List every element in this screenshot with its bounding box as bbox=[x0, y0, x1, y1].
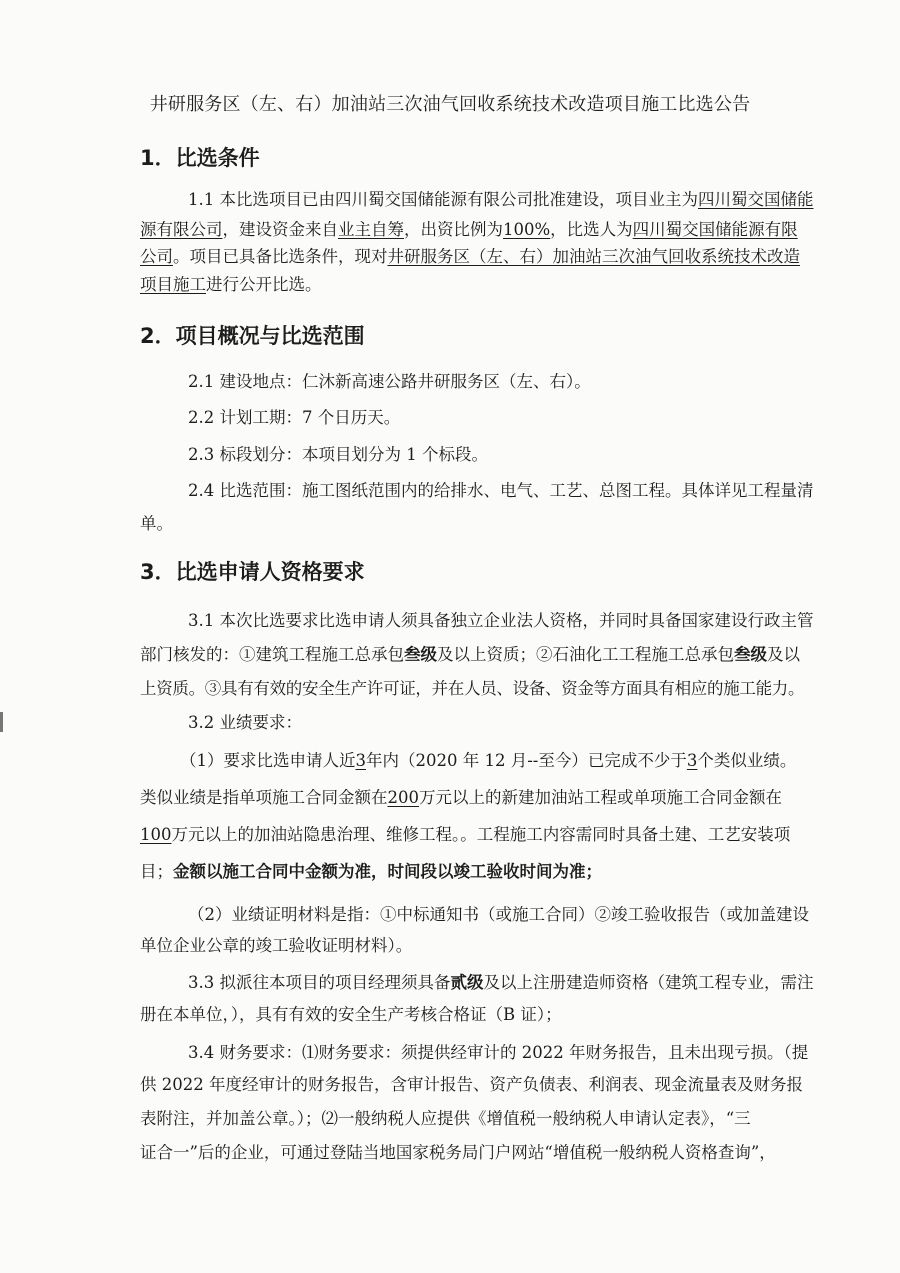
text-span: （1）要求比选申请人近 bbox=[180, 751, 356, 770]
s1-p1-line4 bbox=[140, 270, 322, 300]
s2-p3: 2.3 标段划分：本项目划分为 1 个标段。 bbox=[188, 445, 488, 464]
s3-p1-line3: 上资质。③具有有效的安全生产许可证，并在人员、设备、资金等方面具有相应的施工能力。 bbox=[140, 679, 805, 698]
underlined-text: 源有限公司 bbox=[140, 220, 223, 239]
s3-p1-line2 bbox=[140, 640, 800, 670]
s2-p4-line2: 单。 bbox=[140, 514, 173, 533]
text-span: 万元以上的加油站隐患治理、维修工程。。工程施工内容需同时具备土建、工艺安装项 bbox=[171, 825, 791, 844]
section-2-heading: 2．项目概况与比选范围 bbox=[140, 324, 365, 348]
underlined-text: 业主自筹 bbox=[338, 220, 404, 239]
underlined-text: 3 bbox=[686, 751, 698, 770]
s3-p6-line1: 3.4 财务要求：⑴财务要求：须提供经审计的 2022 年财务报告，且未出现亏损。（提 bbox=[188, 1043, 809, 1062]
underlined-text: 100% bbox=[503, 220, 551, 239]
s3-p5-line2: 册在本单位，），具有有效的安全生产考核合格证（B 证）； bbox=[140, 1005, 562, 1024]
s3-p4-line1: （2）业绩证明材料是指：①中标通知书（或施工合同）②竣工验收报告（或加盖建设 bbox=[188, 905, 809, 924]
section-3-heading: 3．比选申请人资格要求 bbox=[140, 560, 365, 584]
text-span: ，比选人为 bbox=[550, 220, 633, 239]
bold-text: 叁级 bbox=[734, 645, 767, 664]
s3-p5-line1 bbox=[188, 968, 814, 998]
text-span: 类似业绩是指单项施工合同金额在 bbox=[140, 788, 388, 807]
section-1-heading: 1．比选条件 bbox=[140, 146, 260, 170]
scan-edge-mark bbox=[0, 712, 3, 732]
text-span: 及以上注册建造师资格（建筑工程专业，需注 bbox=[483, 973, 814, 992]
text-span: 部门核发的：①建筑工程施工总承包 bbox=[140, 645, 404, 664]
s3-p6-line3: 表附注，并加盖公章。）；⑵一般纳税人应提供《增值税一般纳税人申请认定表》，“三 bbox=[140, 1109, 751, 1128]
underlined-text: 200 bbox=[387, 788, 419, 807]
document-title: 井研服务区（左、右）加油站三次油气回收系统技术改造项目施工比选公告 bbox=[149, 94, 751, 115]
text-span: 个类似业绩。 bbox=[697, 751, 797, 770]
s3-p3-line3 bbox=[140, 820, 790, 850]
text-span: ，建设资金来自 bbox=[222, 220, 338, 239]
s2-p4-line1: 2.4 比选范围：施工图纸范围内的给排水、电气、工艺、总图工程。具体详见工程量清 bbox=[188, 481, 814, 500]
bold-text: 叁级 bbox=[404, 645, 437, 664]
underlined-text: 井研服务区（左、右）加油站三次油气回收系统技术改造 bbox=[387, 247, 800, 266]
s1-p1-line2 bbox=[140, 215, 798, 245]
s3-p3-line4 bbox=[140, 857, 602, 887]
text-span: 1.1 本比选项目已由四川蜀交国储能源有限公司批准建设，项目业主为 bbox=[188, 190, 698, 209]
s1-p1-line3 bbox=[140, 242, 800, 272]
s3-p1-line1: 3.1 本次比选要求比选申请人须具备独立企业法人资格，并同时具备国家建设行政主管 bbox=[188, 611, 814, 630]
text-span: 目； bbox=[140, 862, 173, 881]
text-span: 及以 bbox=[767, 645, 800, 664]
underlined-text: 四川蜀交国储能 bbox=[698, 190, 814, 209]
s3-p6-line2: 供 2022 年度经审计的财务报告，含审计报告、资产负债表、利润表、现金流量表及财务报 bbox=[140, 1075, 803, 1094]
text-span: 进行公开比选。 bbox=[206, 275, 322, 294]
text-span: ，出资比例为 bbox=[404, 220, 503, 239]
s2-p2: 2.2 计划工期：7 个日历天。 bbox=[188, 408, 401, 427]
s3-p2: 3.2 业绩要求： bbox=[188, 713, 302, 732]
s3-p3-line1 bbox=[180, 746, 796, 776]
underlined-text: 四川蜀交国储能源有限 bbox=[632, 220, 798, 239]
text-span: 年内（2020 年 12 月--至今）已完成不少于 bbox=[366, 751, 687, 770]
underlined-text: 项目施工 bbox=[140, 275, 206, 294]
s3-p6-line4: 证合一”后的企业，可通过登陆当地国家税务局门户网站“增值税一般纳税人资格查询”， bbox=[140, 1143, 776, 1162]
text-span: 及以上资质；②石油化工工程施工总承包 bbox=[437, 645, 734, 664]
underlined-text: 100 bbox=[140, 825, 172, 844]
s3-p4-line2: 单位企业公章的竣工验收证明材料）。 bbox=[140, 936, 413, 955]
s3-p3-line2 bbox=[140, 783, 782, 813]
underlined-text: 公司 bbox=[140, 247, 173, 266]
s2-p1: 2.1 建设地点：仁沐新高速公路井研服务区（左、右）。 bbox=[188, 372, 591, 391]
text-span: 3.3 拟派往本项目的项目经理须具备 bbox=[188, 973, 451, 992]
s1-p1-line1 bbox=[188, 185, 814, 215]
text-span: 万元以上的新建加油站工程或单项施工合同金额在 bbox=[419, 788, 782, 807]
text-span: 。项目已具备比选条件，现对 bbox=[173, 247, 388, 266]
underlined-text: 3 bbox=[355, 751, 366, 770]
bold-text: 贰级 bbox=[450, 973, 484, 992]
bold-text: 金额以施工合同中金额为准，时间段以竣工验收时间为准； bbox=[173, 862, 602, 881]
